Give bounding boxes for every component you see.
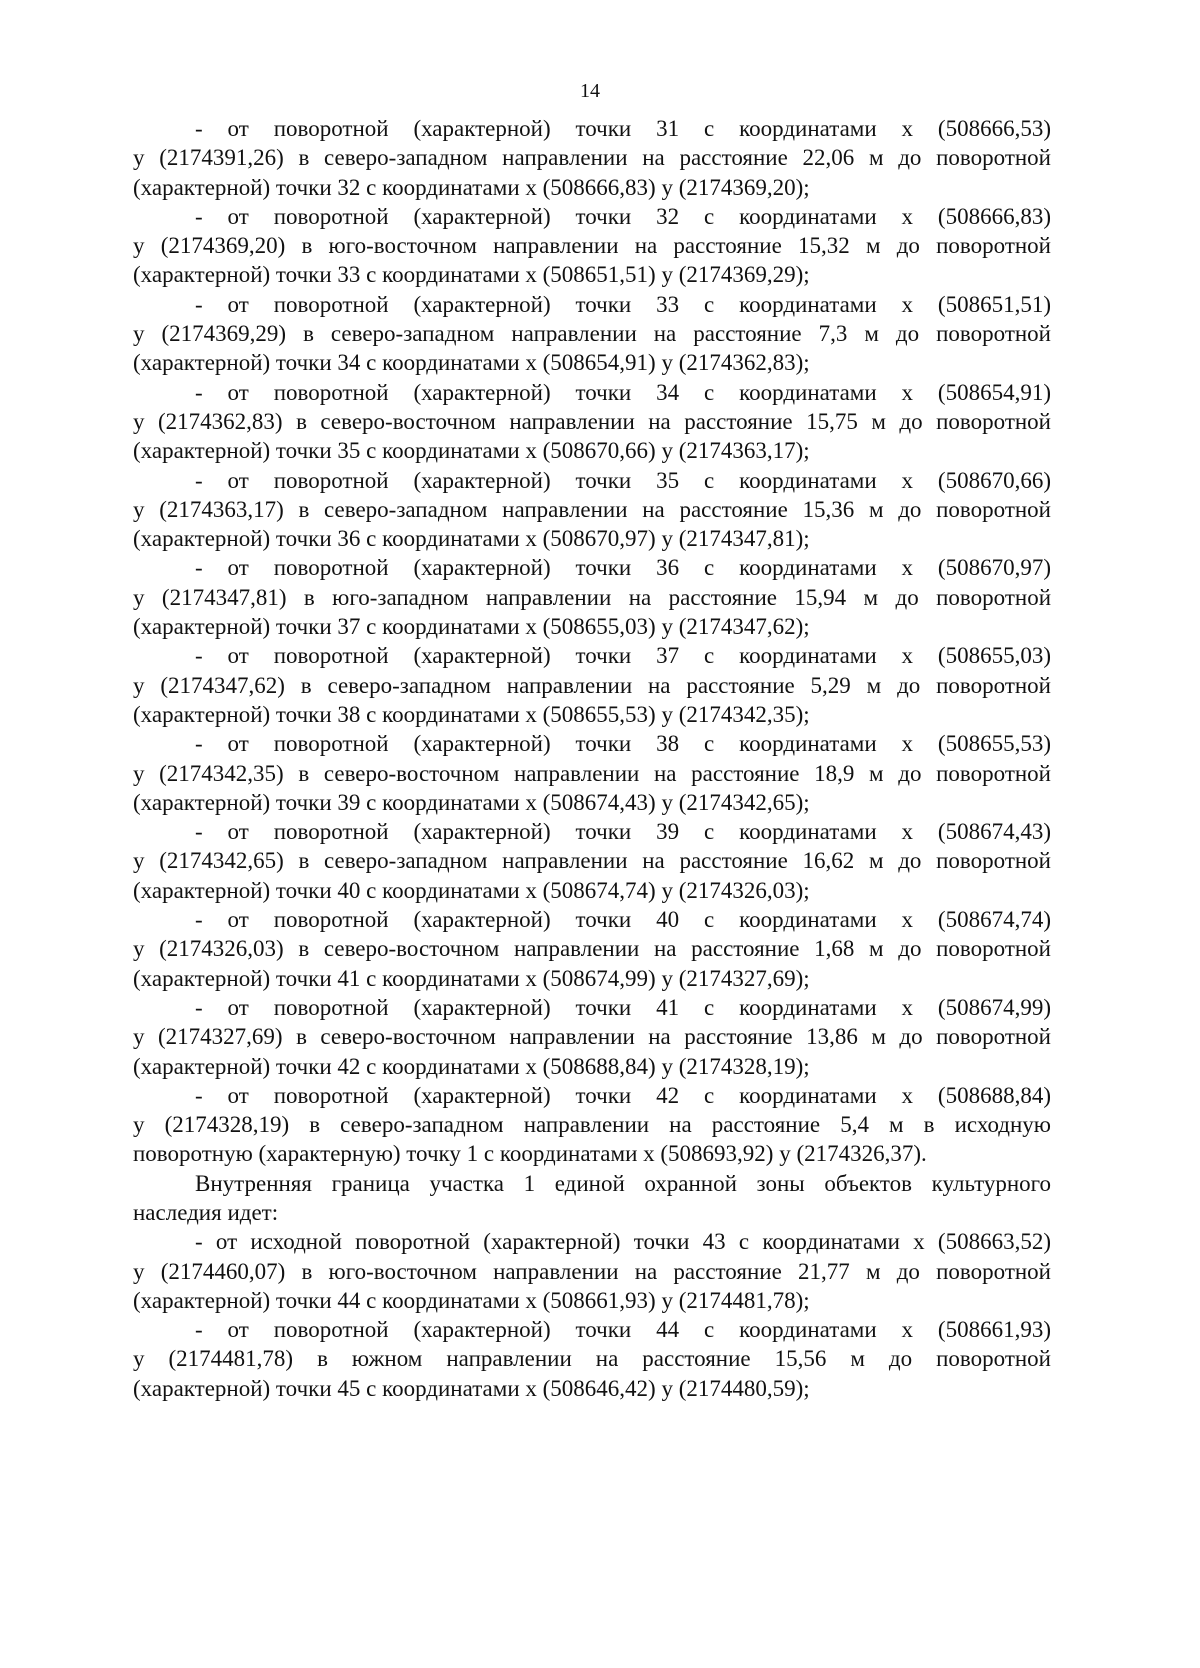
text-line: - от поворотной (характерной) точки 38 с координатами х (508655,53) — [195, 731, 1051, 757]
text-line: у (2174326,03) в северо-восточном направлении на расстояние 1,68 м до поворотной — [133, 936, 1051, 962]
text-line: Внутренняя граница участка 1 единой охранной зоны объектов культурного — [195, 1170, 1051, 1196]
text-line: (характерной) точки 32 с координатами х (508666,83) у (2174369,20); — [133, 174, 810, 200]
paragraph — [133, 466, 1051, 554]
paragraph — [133, 202, 1051, 290]
paragraph — [133, 905, 1051, 993]
text-line: - от поворотной (характерной) точки 32 с координатами х (508666,83) — [195, 203, 1051, 229]
text-line: у (2174481,78) в южном направлении на расстояние 15,56 м до поворотной — [133, 1346, 1051, 1372]
text-line: (характерной) точки 40 с координатами х (508674,74) у (2174326,03); — [133, 877, 810, 903]
text-line: у (2174328,19) в северо-западном направлении на расстояние 5,4 м в исходную — [133, 1112, 1051, 1138]
text-line: (характерной) точки 34 с координатами х (508654,91) у (2174362,83); — [133, 350, 810, 376]
text-line: - от поворотной (характерной) точки 42 с координатами х (508688,84) — [195, 1082, 1051, 1108]
paragraph — [133, 729, 1051, 817]
text-line: у (2174460,07) в юго-восточном направлении на расстояние 21,77 м до поворотной — [133, 1258, 1051, 1284]
text-line: - от поворотной (характерной) точки 39 с координатами х (508674,43) — [195, 819, 1051, 845]
text-line: поворотную (характерную) точку 1 с координатами х (508693,92) у (2174326,37). — [133, 1141, 927, 1167]
text-line: (характерной) точки 39 с координатами х (508674,43) у (2174342,65); — [133, 789, 810, 815]
text-line: у (2174327,69) в северо-восточном направлении на расстояние 13,86 м до поворотной — [133, 1024, 1051, 1050]
text-line: у (2174369,20) в юго-восточном направлении на расстояние 15,32 м до поворотной — [133, 233, 1051, 259]
text-line: - от поворотной (характерной) точки 40 с координатами х (508674,74) — [195, 907, 1051, 933]
text-line: (характерной) точки 42 с координатами х (508688,84) у (2174328,19); — [133, 1053, 810, 1079]
text-line: у (2174347,62) в северо-западном направлении на расстояние 5,29 м до поворотной — [133, 672, 1051, 698]
paragraph — [133, 1227, 1051, 1315]
paragraph — [133, 114, 1051, 202]
text-line: у (2174363,17) в северо-западном направлении на расстояние 15,36 м до поворотной — [133, 496, 1051, 522]
text-line: - от поворотной (характерной) точки 41 с координатами х (508674,99) — [195, 994, 1051, 1020]
text-line: (характерной) точки 36 с координатами х (508670,97) у (2174347,81); — [133, 526, 810, 552]
text-line: наследия идет: — [133, 1199, 279, 1225]
paragraph — [133, 993, 1051, 1081]
text-line: у (2174362,83) в северо-восточном направлении на расстояние 15,75 м до поворотной — [133, 408, 1051, 434]
text-line: (характерной) точки 35 с координатами х (508670,66) у (2174363,17); — [133, 438, 810, 464]
paragraph — [133, 553, 1051, 641]
text-line: - от поворотной (характерной) точки 31 с координатами х (508666,53) — [195, 116, 1051, 141]
text-line: у (2174391,26) в северо-западном направлении на расстояние 22,06 м до поворотной — [133, 145, 1051, 171]
paragraph — [133, 1169, 1051, 1228]
text-line: у (2174347,81) в юго-западном направлении на расстояние 15,94 м до поворотной — [133, 584, 1051, 610]
text-line: - от поворотной (характерной) точки 33 с координатами х (508651,51) — [195, 291, 1051, 317]
text-line: (характерной) точки 33 с координатами х (508651,51) у (2174369,29); — [133, 262, 810, 288]
text-line: (характерной) точки 38 с координатами х (508655,53) у (2174342,35); — [133, 701, 810, 727]
paragraph — [133, 1315, 1051, 1403]
paragraph — [133, 290, 1051, 378]
text-line: - от поворотной (характерной) точки 37 с координатами х (508655,03) — [195, 643, 1051, 669]
text-line: у (2174342,65) в северо-западном направлении на расстояние 16,62 м до поворотной — [133, 848, 1051, 874]
paragraph — [133, 817, 1051, 905]
paragraph — [133, 1081, 1051, 1169]
text-line: у (2174342,35) в северо-восточном направлении на расстояние 18,9 м до поворотной — [133, 760, 1051, 786]
text-line: - от поворотной (характерной) точки 34 с координатами х (508654,91) — [195, 379, 1051, 405]
paragraph — [133, 641, 1051, 729]
text-line: (характерной) точки 41 с координатами х (508674,99) у (2174327,69); — [133, 965, 810, 991]
text-line: - от поворотной (характерной) точки 44 с координатами х (508661,93) — [195, 1317, 1051, 1343]
text-line: - от исходной поворотной (характерной) точки 43 с координатами х (508663,52) — [195, 1229, 1051, 1255]
text-line: (характерной) точки 44 с координатами х (508661,93) у (2174481,78); — [133, 1287, 810, 1313]
text-line: - от поворотной (характерной) точки 36 с координатами х (508670,97) — [195, 555, 1051, 581]
text-line: (характерной) точки 37 с координатами х (508655,03) у (2174347,62); — [133, 614, 810, 640]
text-line: - от поворотной (характерной) точки 35 с координатами х (508670,66) — [195, 467, 1051, 493]
text-line: у (2174369,29) в северо-западном направлении на расстояние 7,3 м до поворотной — [133, 321, 1051, 347]
text-line: (характерной) точки 45 с координатами х (508646,42) у (2174480,59); — [133, 1375, 810, 1401]
page-number: 14 — [580, 80, 600, 102]
paragraph — [133, 378, 1051, 466]
document-body — [133, 114, 1051, 1403]
